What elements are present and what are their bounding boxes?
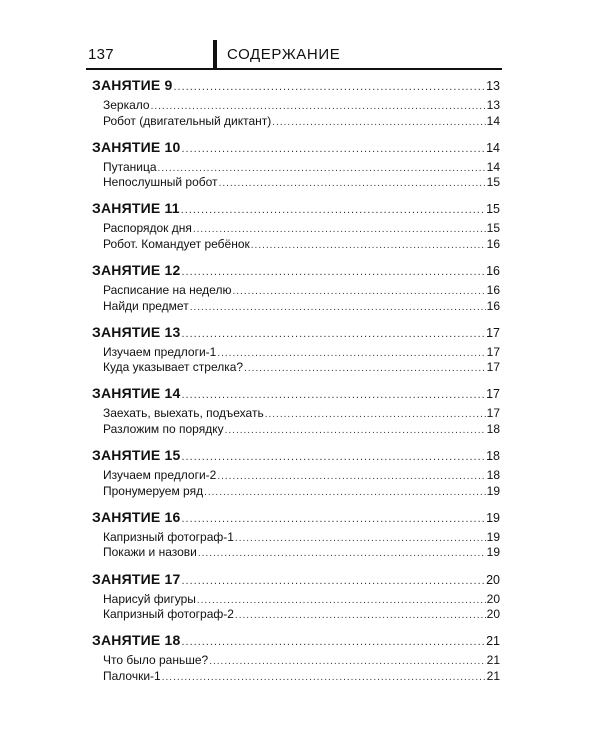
- toc-lesson-entry-page: 13: [486, 79, 500, 93]
- toc-lesson-entry[interactable]: [92, 262, 500, 283]
- toc-item-entry[interactable]: [92, 98, 500, 114]
- toc-section: [92, 77, 500, 139]
- toc-lesson-entry[interactable]: [92, 77, 500, 98]
- toc-lesson-entry[interactable]: [92, 200, 500, 221]
- toc-item-entry[interactable]: [92, 345, 500, 361]
- toc-lesson-entry-title: ЗАНЯТИЕ 10: [92, 138, 181, 155]
- toc-item-entry[interactable]: [92, 653, 500, 669]
- dot-leader: [181, 266, 485, 278]
- toc-item-entry-title: Заехать, выехать, подъехать: [103, 406, 264, 421]
- toc-item-entry[interactable]: [92, 545, 500, 561]
- dot-leader: [235, 610, 486, 621]
- toc-lesson-entry[interactable]: [92, 324, 500, 345]
- dot-leader: [265, 409, 486, 420]
- toc-item-entry-title: Непослушный робот: [103, 175, 218, 190]
- toc-item-entry-page: 19: [486, 483, 500, 498]
- toc-item-entry-title: Распорядок дня: [103, 221, 192, 236]
- toc-item-entry-title: Пронумеруем ряд: [103, 483, 204, 498]
- toc-item-entry[interactable]: [92, 530, 500, 546]
- toc-item-entry[interactable]: [92, 422, 500, 438]
- toc-lesson-entry-title: ЗАНЯТИЕ 11: [92, 200, 180, 217]
- toc-item-entry-page: 17: [486, 406, 500, 421]
- toc-item-entry-page: 21: [486, 668, 500, 683]
- toc-lesson-entry-title: ЗАНЯТИЕ 16: [92, 508, 181, 525]
- toc-lesson-entry-page: 17: [486, 387, 500, 402]
- page-title: СОДЕРЖАНИЕ: [227, 46, 341, 63]
- toc-item-entry-title: Изучаем предлоги-2: [103, 468, 217, 483]
- toc-item-entry[interactable]: [92, 160, 500, 176]
- toc-item-entry-title: Расписание на неделю: [103, 283, 232, 298]
- dot-leader: [219, 178, 486, 189]
- dot-leader: [217, 348, 485, 359]
- toc-lesson-entry-title: ЗАНЯТИЕ 14: [92, 385, 181, 402]
- toc-item-entry-title: Робот (двигательный диктант): [103, 113, 272, 128]
- dot-leader: [198, 548, 486, 559]
- toc-lesson-entry-title: ЗАНЯТИЕ 17: [92, 570, 181, 587]
- toc-section: [92, 200, 500, 262]
- toc-item-entry-page: 16: [486, 236, 500, 251]
- toc-lesson-entry-title: ЗАНЯТИЕ 18: [92, 632, 181, 649]
- toc-item-entry-title: Палочки-1: [103, 668, 161, 683]
- toc-item-entry[interactable]: [92, 237, 500, 253]
- toc-item-entry-page: 18: [486, 421, 500, 436]
- toc-item-entry-page: 13: [486, 98, 500, 112]
- header-divider-bar: [213, 40, 217, 70]
- dot-leader: [251, 240, 486, 251]
- toc-section: [92, 139, 500, 201]
- toc-lesson-entry-page: 16: [486, 264, 500, 279]
- toc-lesson-entry-page: 18: [486, 449, 500, 464]
- toc-item-entry[interactable]: [92, 406, 500, 422]
- toc-lesson-entry-page: 14: [486, 140, 500, 155]
- dot-leader: [162, 672, 486, 683]
- toc-item-entry[interactable]: [92, 283, 500, 299]
- toc-lesson-entry-page: 17: [486, 325, 500, 340]
- dot-leader: [190, 302, 486, 313]
- toc-item-entry-page: 17: [486, 344, 500, 359]
- dot-leader: [181, 575, 485, 587]
- toc-lesson-entry[interactable]: [92, 385, 500, 406]
- toc-section: [92, 571, 500, 633]
- toc-item-entry[interactable]: [92, 175, 500, 191]
- toc-item-entry-title: Нарисуй фигуры: [103, 591, 196, 606]
- dot-leader: [244, 363, 486, 374]
- toc-section: [92, 262, 500, 324]
- toc-item-entry-title: Разложим по порядку: [103, 421, 224, 436]
- dot-leader: [272, 117, 485, 128]
- table-of-contents: [92, 77, 500, 694]
- toc-lesson-entry[interactable]: [92, 139, 500, 160]
- toc-item-entry-title: Найди предмет: [103, 298, 189, 313]
- toc-item-entry[interactable]: [92, 669, 500, 685]
- toc-lesson-entry-page: 20: [486, 572, 500, 587]
- dot-leader: [181, 328, 485, 340]
- toc-item-entry-title: Капризный фотограф-2: [103, 607, 234, 621]
- toc-item-entry-title: Изучаем предлоги-1: [103, 344, 217, 359]
- dot-leader: [181, 451, 485, 463]
- toc-section: [92, 324, 500, 386]
- dot-leader: [181, 389, 485, 401]
- dot-leader: [209, 656, 485, 667]
- toc-item-entry[interactable]: [92, 592, 500, 608]
- toc-item-entry-title: Путаница: [103, 159, 157, 174]
- dot-leader: [151, 101, 486, 112]
- running-header: [86, 40, 506, 68]
- toc-item-entry-page: 17: [486, 360, 500, 375]
- toc-lesson-entry-page: 19: [486, 510, 500, 525]
- toc-item-entry[interactable]: [92, 299, 500, 315]
- toc-item-entry-page: 15: [486, 221, 500, 236]
- dot-leader: [193, 224, 486, 235]
- toc-item-entry-page: 18: [486, 468, 500, 483]
- toc-item-entry[interactable]: [92, 484, 500, 500]
- toc-item-entry-page: 16: [486, 283, 500, 298]
- dot-leader: [181, 513, 485, 525]
- toc-lesson-entry[interactable]: [92, 509, 500, 530]
- dot-leader: [181, 143, 485, 155]
- dot-leader: [197, 595, 486, 606]
- toc-item-entry-title: Робот. Командует ребёнок: [103, 236, 250, 251]
- toc-item-entry[interactable]: [92, 607, 500, 623]
- dot-leader: [158, 163, 486, 174]
- toc-item-entry-title: Зеркало: [103, 98, 150, 112]
- toc-section: [92, 385, 500, 447]
- toc-item-entry-title: Что было раньше?: [103, 653, 209, 668]
- toc-lesson-entry-title: ЗАНЯТИЕ 12: [92, 262, 181, 279]
- toc-item-entry-page: 19: [486, 529, 500, 544]
- toc-item-entry-page: 14: [486, 113, 500, 128]
- dot-leader: [225, 425, 486, 436]
- dot-leader: [232, 286, 485, 297]
- toc-item-entry-page: 20: [486, 607, 500, 621]
- toc-item-entry-title: Капризный фотограф-1: [103, 529, 234, 544]
- toc-item-entry[interactable]: [92, 360, 500, 376]
- toc-item-entry[interactable]: [92, 114, 500, 130]
- header-rule: [86, 68, 502, 70]
- dot-leader: [181, 636, 485, 648]
- toc-lesson-entry[interactable]: [92, 571, 500, 592]
- toc-item-entry-page: 15: [486, 175, 500, 190]
- toc-lesson-entry-title: ЗАНЯТИЕ 13: [92, 323, 181, 340]
- toc-item-entry[interactable]: [92, 221, 500, 237]
- toc-section: [92, 447, 500, 509]
- toc-item-entry-page: 20: [486, 591, 500, 606]
- toc-lesson-entry[interactable]: [92, 447, 500, 468]
- toc-lesson-entry-page: 21: [486, 634, 500, 649]
- toc-lesson-entry-title: ЗАНЯТИЕ 15: [92, 447, 181, 464]
- dot-leader: [217, 471, 485, 482]
- toc-item-entry-page: 19: [486, 545, 500, 560]
- toc-item-entry-title: Куда указывает стрелка?: [103, 360, 244, 375]
- toc-section: [92, 632, 500, 694]
- page-number: 137: [88, 46, 114, 63]
- dot-leader: [181, 204, 485, 216]
- dot-leader: [173, 81, 485, 93]
- toc-item-entry-page: 16: [486, 298, 500, 313]
- toc-item-entry-page: 21: [486, 653, 500, 668]
- toc-item-entry[interactable]: [92, 468, 500, 484]
- toc-section: [92, 509, 500, 571]
- dot-leader: [235, 533, 486, 544]
- toc-lesson-entry-page: 15: [486, 202, 500, 217]
- toc-lesson-entry[interactable]: [92, 632, 500, 653]
- toc-item-entry-page: 14: [486, 159, 500, 174]
- toc-lesson-entry-title: ЗАНЯТИЕ 9: [92, 77, 173, 93]
- toc-item-entry-title: Покажи и назови: [103, 545, 197, 560]
- dot-leader: [204, 487, 486, 498]
